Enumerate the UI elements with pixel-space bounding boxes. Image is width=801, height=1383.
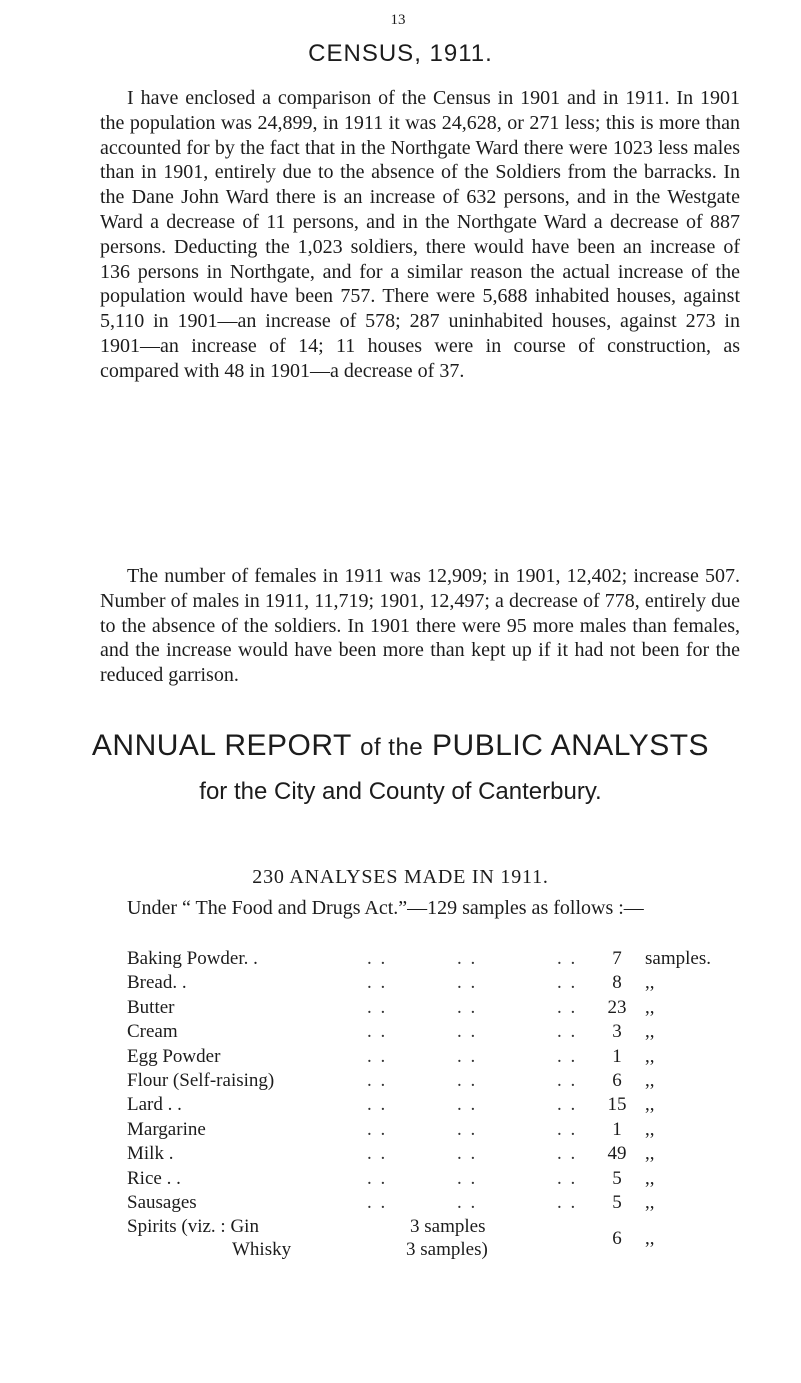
leader-dot: . . [367, 1167, 388, 1189]
sample-count: 15 [607, 1094, 627, 1116]
analyses-heading: 230 ANALYSES MADE IN 1911. [252, 866, 549, 888]
sample-item: Sausages [127, 1191, 197, 1213]
sample-row [127, 948, 740, 972]
leader-dot: . . [367, 1045, 388, 1067]
sample-row [127, 1021, 740, 1045]
sample-count: 1 [612, 1118, 622, 1140]
sample-item: Rice . . [127, 1167, 181, 1189]
leader-dot: . . [457, 1191, 478, 1213]
leader-dot: . . [557, 1143, 578, 1165]
leader-dot: . . [557, 948, 578, 969]
sample-unit: ,, [645, 1167, 655, 1189]
sample-table [127, 948, 740, 1268]
sample-row [127, 1192, 740, 1216]
leader-dot: . . [557, 1118, 578, 1140]
act-line: Under “ The Food and Drugs Act.”—129 samples as follows :— [127, 897, 644, 919]
leader-dot: . . [457, 996, 478, 1018]
sample-row [127, 1119, 740, 1143]
report-title-part1: ANNUAL REPORT [91, 729, 352, 762]
sample-count: 1 [612, 1045, 622, 1067]
leader-dot: . . [457, 1069, 478, 1091]
leader-dot: . . [457, 1045, 478, 1067]
sample-row [127, 1094, 740, 1118]
leader-dot: . . [557, 1069, 578, 1091]
leader-dot: . . [367, 1069, 388, 1091]
sample-unit: ,, [645, 996, 655, 1018]
leader-dot: . . [457, 1167, 478, 1189]
gin-samples: 3 samples [410, 1216, 486, 1238]
census-paragraph-2: The number of females in 1911 was 12,909; in 1901, 12,402; increase 507. Number of males in 1911, 11,719; 1901, 12,497; a decrease of 778, entirely due to the absence of the soldiers. In 1901 there were 95 more males than females, and the increase would have been more than kept up if it had not been for the reduced garrison. [100, 565, 740, 687]
sample-item: Milk . [127, 1143, 174, 1165]
page-number: 13 [390, 12, 406, 28]
sample-row [127, 1168, 740, 1192]
leader-dot: . . [367, 948, 388, 969]
spirits-row [127, 1216, 740, 1268]
sample-item: Egg Powder [127, 1045, 221, 1067]
spirits-count: 6 [612, 1228, 622, 1250]
sample-row [127, 1046, 740, 1070]
sample-unit: ,, [645, 1143, 655, 1165]
sample-unit: ,, [645, 972, 655, 994]
sample-unit: ,, [645, 1118, 655, 1140]
leader-dot: . . [557, 972, 578, 994]
sample-row [127, 1143, 740, 1167]
report-title [0, 729, 801, 763]
leader-dot: . . [457, 1118, 478, 1140]
leader-dot: . . [457, 1143, 478, 1165]
leader-dot: . . [557, 1045, 578, 1067]
sample-count: 23 [607, 996, 627, 1018]
sample-item: Cream [127, 1021, 178, 1043]
sample-row [127, 972, 740, 996]
sample-count: 6 [612, 1069, 622, 1091]
sample-row [127, 997, 740, 1021]
leader-dot: . . [557, 996, 578, 1018]
leader-dot: . . [367, 1021, 388, 1043]
leader-dot: . . [557, 1191, 578, 1213]
leader-dot: . . [367, 996, 388, 1018]
whisky-label: Whisky [232, 1239, 292, 1261]
leader-dot: . . [367, 1094, 388, 1116]
whisky-samples: 3 samples) [406, 1239, 488, 1261]
sample-count: 5 [612, 1167, 622, 1189]
report-title-of: of the [360, 734, 424, 761]
leader-dot: . . [457, 948, 478, 969]
report-subtitle: for the City and County of Canterbury. [199, 778, 602, 805]
sample-count: 49 [607, 1143, 627, 1165]
sample-unit: ,, [645, 1045, 655, 1067]
sample-rows [127, 948, 740, 1216]
sample-count: 3 [612, 1021, 622, 1043]
sample-count: 8 [612, 972, 622, 994]
leader-dot: . . [367, 972, 388, 994]
leader-dot: . . [457, 1021, 478, 1043]
sample-count: 5 [612, 1191, 622, 1213]
leader-dot: . . [457, 1094, 478, 1116]
sample-count: 7 [612, 948, 622, 969]
sample-unit: ,, [645, 1191, 655, 1213]
sample-item: Margarine [127, 1118, 206, 1140]
leader-dot: . . [367, 1118, 388, 1140]
sample-unit: ,, [645, 1094, 655, 1116]
sample-unit: samples. [645, 948, 711, 969]
sample-row [127, 1070, 740, 1094]
census-paragraph-1: I have enclosed a comparison of the Census in 1901 and in 1911. In 1901 the population was 24,899, in 1911 it was 24,628, or 271 less; this is more than accounted for by the fact that in the Northgate Ward there were 1023 less males than in 1901, entirely due to the absence of the Soldiers from the barracks. In the Dane John Ward there is an increase of 632 persons, and in the Westgate Ward a decrease of 11 persons, and in the Northgate Ward a decrease of 887 persons. Deducting the 1,023 soldiers, there would have been an increase of 136 persons in Northgate, and for a similar reason the actual increase of the population would have been 757. There were 5,688 inhabited houses, against 5,110 in 1901—an increase of 578; 287 uninhabited houses, against 273 in 1901—an increase of 14; 11 houses were in course of construction, as compared with 48 in 1901—a decrease of 37. [100, 87, 740, 382]
sample-item: Butter [127, 996, 175, 1018]
sample-unit: ,, [645, 1069, 655, 1091]
spirits-label: Spirits (viz. : Gin [127, 1216, 259, 1238]
leader-dot: . . [557, 1021, 578, 1043]
spirits-unit: ,, [645, 1228, 655, 1250]
report-title-part2: PUBLIC ANALYSTS [432, 729, 710, 762]
sample-item: Flour (Self-raising) [127, 1069, 275, 1091]
census-heading: CENSUS, 1911. [308, 40, 493, 67]
leader-dot: . . [557, 1094, 578, 1116]
sample-item: Lard . . [127, 1094, 182, 1116]
leader-dot: . . [367, 1143, 388, 1165]
sample-unit: ,, [645, 1021, 655, 1043]
leader-dot: . . [557, 1167, 578, 1189]
sample-item: Baking Powder. . [127, 948, 258, 969]
leader-dot: . . [367, 1191, 388, 1213]
sample-item: Bread. . [127, 972, 187, 994]
leader-dot: . . [457, 972, 478, 994]
